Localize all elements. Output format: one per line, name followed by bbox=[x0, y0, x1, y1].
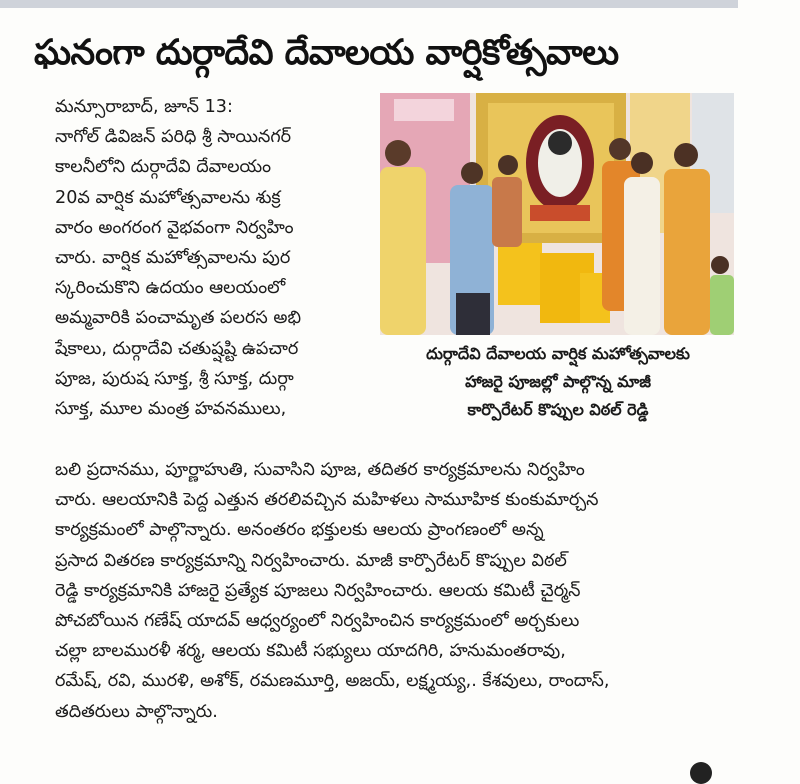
article-line: పూజ, పురుష సూక్త, శ్రీ సూక్త, దుర్గా bbox=[55, 368, 294, 389]
article-column bbox=[55, 92, 373, 424]
temple-photo-illustration bbox=[380, 93, 734, 335]
news-photo bbox=[380, 93, 734, 335]
article-line: స్కరించుకొని ఉదయం ఆలయంలో bbox=[55, 278, 286, 299]
caption-line: హాజరై పూజల్లో పాల్గొన్న మాజీ bbox=[465, 372, 651, 391]
article-line: కాలనీలోని దుర్గాదేవి దేవాలయం bbox=[55, 157, 272, 178]
article-line: 20వ వార్షిక మహోత్సవాలను శుక్ర bbox=[55, 187, 281, 208]
article-line: వారం అంగరంగ వైభవంగా నిర్వహిం bbox=[55, 217, 294, 238]
article-line: కార్యక్రమంలో పాల్గొన్నారు. అనంతరం భక్తులకు ఆలయ ప్రాంగణంలో అన్న bbox=[55, 520, 544, 541]
caption-line: కార్పొరేటర్ కొప్పుల విఠల్ రెడ్డి bbox=[467, 400, 649, 419]
article-line: బలి ప్రదానము, పూర్ణాహుతి, సువాసిని పూజ, తదితర కార్యక్రమాలను నిర్వహిం bbox=[55, 460, 585, 480]
article-body-full-width bbox=[55, 455, 741, 727]
article-line: చారు. వార్షిక మహోత్సవాలను పుర bbox=[55, 248, 291, 269]
article-line: రెడ్డి కార్యక్రమానికి హాజరై ప్రత్యేక పూజలు నిర్వహించారు. ఆలయ కమిటీ చైర్మన్ bbox=[55, 580, 581, 601]
article-line: పోచబోయిన గణేష్ యాదవ్ ఆధ్వర్యంలో నిర్వహించిన కార్యక్రమంలో అర్చకులు bbox=[55, 611, 580, 632]
article-line: చల్లా బాలమురళీ శర్మ, ఆలయ కమిటీ సభ్యులు యాదగిరి, హనుమంతరావు, bbox=[55, 641, 566, 662]
article-line: తదితరులు పాల్గొన్నారు. bbox=[55, 701, 218, 722]
caption-line: దుర్గాదేవి దేవాలయ వార్షిక మహోత్సవాలకు bbox=[426, 344, 690, 363]
headline: ఘనంగా దుర్గాదేవి దేవాలయ వార్షికోత్సవాలు bbox=[34, 33, 619, 73]
article-line: నాగోల్ డివిజన్ పరిధి శ్రీ సాయినగర్ bbox=[55, 127, 292, 148]
article-line: చారు. ఆలయానికి పెద్ద ఎత్తున తరలివచ్చిన మహిళలు సామూహిక కుంకుమార్చన bbox=[55, 490, 599, 511]
top-strip bbox=[0, 0, 738, 8]
article-line: ప్రసాద వితరణ కార్యక్రమాన్ని నిర్వహించారు. మాజీ కార్పొరేటర్ కొప్పుల విఠల్ bbox=[55, 550, 567, 571]
article-line: సూక్త, మూల మంత్ర హవనములు, bbox=[55, 399, 287, 420]
end-mark bbox=[690, 762, 712, 784]
article-line: రమేష్, రవి, మురళి, అశోక్, రమణమూర్తి, అజయ్, లక్ష్మయ్య,. కేశవులు, రాందాస్, bbox=[55, 671, 610, 692]
article-line: అమ్మవారికి పంచామృత పలరస అభి bbox=[55, 308, 302, 329]
photo-caption bbox=[382, 340, 734, 424]
article-line: షేకాలు, దుర్గాదేవి చతుష్షష్టి ఉపచార bbox=[55, 338, 299, 359]
article-line: మన్సూరాబాద్, జూన్ 13: bbox=[55, 97, 233, 117]
